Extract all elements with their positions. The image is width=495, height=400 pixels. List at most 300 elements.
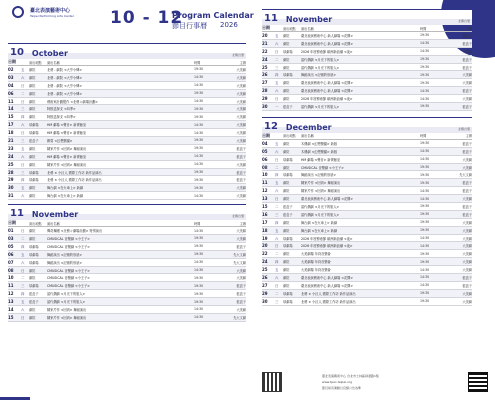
table-row[interactable] bbox=[8, 90, 246, 98]
row-weekday: 五 bbox=[275, 141, 279, 146]
table-row[interactable] bbox=[262, 258, 472, 266]
month-name: December bbox=[285, 122, 332, 132]
row-date: 24 bbox=[262, 56, 268, 62]
table-row[interactable] bbox=[262, 266, 472, 274]
row-time: 19:30 bbox=[194, 291, 204, 296]
row-time: 19:30 bbox=[194, 138, 204, 143]
table-row[interactable] bbox=[262, 32, 472, 40]
row-title: 傳奇舞團 <北藝ㄉ劇場計劃> 特別演出 bbox=[47, 229, 103, 234]
row-venue: 球劇場 bbox=[29, 244, 39, 249]
row-date: 18 bbox=[8, 130, 14, 136]
row-weekday: 六 bbox=[275, 89, 279, 94]
row-host: 藍盒子 bbox=[236, 170, 246, 175]
row-host: 大美劇 bbox=[236, 131, 246, 136]
table-row[interactable] bbox=[8, 227, 246, 235]
row-title: 雜耍 <幻想樂園> bbox=[47, 138, 73, 143]
table-row[interactable] bbox=[8, 259, 246, 267]
row-venue: 劇院 bbox=[29, 154, 36, 159]
month-number: 10 bbox=[10, 47, 24, 58]
month-name: November bbox=[31, 210, 79, 220]
table-row[interactable] bbox=[262, 164, 472, 172]
row-host: 藍盒子 bbox=[236, 154, 246, 159]
row-date: 15 bbox=[262, 203, 268, 209]
row-weekday: 三 bbox=[21, 138, 25, 143]
row-date: 28 bbox=[262, 88, 268, 94]
row-title: 2026 年度藝術節 歐洲新浪潮 <夜> bbox=[301, 97, 353, 102]
row-host: 大美劇 bbox=[236, 99, 246, 104]
row-time: 19:30 bbox=[194, 146, 204, 151]
row-date: 29 bbox=[8, 177, 14, 183]
table-row[interactable] bbox=[8, 169, 246, 177]
row-date: 21 bbox=[262, 40, 268, 46]
row-title: 北藝 × 小巨人 國際工作坊 新作品演出 bbox=[47, 170, 102, 175]
row-title: 大美劇場 年終音樂會 bbox=[301, 252, 331, 257]
row-venue: 球劇場 bbox=[283, 157, 293, 162]
row-time: 19:30 bbox=[194, 177, 204, 182]
row-date: 16 bbox=[262, 211, 268, 217]
row-venue: 劇院 bbox=[283, 252, 290, 257]
table-row[interactable] bbox=[262, 95, 472, 103]
row-title: 當代偶劇 <月光下的旅人> bbox=[47, 292, 86, 297]
table-row[interactable] bbox=[8, 153, 246, 161]
row-weekday: 五 bbox=[21, 300, 25, 305]
row-title: 大美劇場 年終音樂會 bbox=[301, 268, 331, 273]
month-header bbox=[8, 43, 246, 59]
row-title: CMUSICAL 音樂劇 <小王子> bbox=[47, 284, 90, 289]
row-weekday: 三 bbox=[275, 65, 279, 70]
row-title: HM 劇場 <聲音> 新實驗室 bbox=[47, 131, 87, 136]
table-row[interactable] bbox=[8, 243, 246, 251]
row-venue: 藍盒子 bbox=[283, 212, 293, 217]
table-row[interactable] bbox=[8, 74, 246, 82]
row-title: 阿根廷探戈 <四季> bbox=[47, 115, 76, 120]
column-header-host: 主辦 bbox=[465, 26, 472, 31]
table-row[interactable] bbox=[262, 235, 472, 243]
row-date: 19 bbox=[262, 235, 268, 241]
row-date: 05 bbox=[262, 148, 268, 154]
row-weekday: 三 bbox=[21, 107, 25, 112]
row-host: 大美劇 bbox=[236, 307, 246, 312]
row-venue: 藍盒子 bbox=[29, 138, 39, 143]
row-date: 31 bbox=[8, 193, 14, 199]
row-host: 大美劇 bbox=[462, 81, 472, 86]
row-weekday: 六 bbox=[21, 154, 25, 159]
table-row[interactable] bbox=[262, 274, 472, 282]
row-host: 藍盒子 bbox=[236, 284, 246, 289]
row-date: 25 bbox=[262, 64, 268, 70]
row-venue: 劇院 bbox=[29, 83, 36, 88]
org-logo-icon bbox=[12, 6, 24, 18]
row-date: 20 bbox=[262, 32, 268, 38]
row-host: 大美劇 bbox=[236, 162, 246, 167]
row-host: 藍盒子 bbox=[462, 141, 472, 146]
row-title: 藝術家計劃製作 <北藝ㄉ劇場計劃> bbox=[47, 99, 98, 104]
row-weekday: 二 bbox=[275, 165, 279, 170]
row-venue: 劇院 bbox=[283, 268, 290, 273]
row-venue: 藍盒子 bbox=[29, 292, 39, 297]
org-name-en: Taipei Performing Arts Center bbox=[30, 14, 74, 18]
row-time: 19:30 bbox=[194, 275, 204, 280]
row-title: 當代偶劇 <月光下的旅人> bbox=[47, 300, 86, 305]
row-host: 大美劇 bbox=[462, 252, 472, 257]
row-title: 2026 年度藝術節 歐洲新浪潮 <夜> bbox=[301, 49, 353, 54]
row-weekday: 五 bbox=[21, 146, 25, 151]
row-venue: 劇院 bbox=[29, 146, 36, 151]
table-row[interactable] bbox=[8, 66, 246, 74]
table-row[interactable] bbox=[8, 113, 246, 121]
row-date: 23 bbox=[8, 145, 14, 151]
table-row[interactable] bbox=[8, 145, 246, 153]
qr-code-icon[interactable] bbox=[468, 372, 488, 392]
row-time: 14:30 bbox=[194, 83, 204, 88]
row-date: 06 bbox=[8, 251, 14, 257]
table-row[interactable] bbox=[8, 251, 246, 259]
row-date: 26 bbox=[262, 72, 268, 78]
column-header-title: 演出名稱 bbox=[47, 221, 60, 226]
row-time: 19:30 bbox=[420, 299, 430, 304]
row-title: CMUSICAL 音樂劇 <小王子> bbox=[47, 276, 90, 281]
table-row[interactable] bbox=[262, 171, 472, 179]
table-row[interactable] bbox=[262, 48, 472, 56]
row-host: 藍盒子 bbox=[462, 204, 472, 209]
table-row[interactable] bbox=[262, 250, 472, 258]
row-weekday: 六 bbox=[275, 189, 279, 194]
row-venue: 劇院 bbox=[29, 315, 36, 320]
row-host: 大美劇 bbox=[236, 115, 246, 120]
row-venue: 劇院 bbox=[29, 115, 36, 120]
table-row[interactable] bbox=[8, 306, 246, 314]
row-weekday: 三 bbox=[275, 299, 279, 304]
row-date: 12 bbox=[262, 188, 268, 194]
table-row[interactable] bbox=[8, 235, 246, 243]
row-date: 18 bbox=[262, 227, 268, 233]
row-date: 02 bbox=[8, 66, 14, 72]
row-title: 舞台劇 <在火車上> 新劇 bbox=[301, 220, 338, 225]
row-venue: 劇院 bbox=[29, 75, 36, 80]
row-title: 北藝 × 小巨人 國際工作坊 新作品演出 bbox=[301, 299, 356, 304]
row-host: 大美劇 bbox=[236, 229, 246, 234]
row-weekday: 三 bbox=[21, 284, 25, 289]
row-weekday: 三 bbox=[275, 212, 279, 217]
table-row[interactable] bbox=[8, 290, 246, 298]
row-date: 12 bbox=[8, 291, 14, 297]
table-row[interactable] bbox=[8, 274, 246, 282]
row-date: 08 bbox=[8, 267, 14, 273]
row-date: 01 bbox=[8, 228, 14, 234]
table-row[interactable] bbox=[262, 282, 472, 290]
row-host: 藍盒子 bbox=[462, 212, 472, 217]
row-title: 臺北表演藝術中心 新人劇場 <花開> bbox=[301, 33, 353, 38]
row-title: 當代偶劇 <月光下的旅人> bbox=[301, 204, 340, 209]
row-time: 19:30 bbox=[420, 165, 430, 170]
table-row[interactable] bbox=[262, 79, 472, 87]
row-weekday: 五 bbox=[275, 181, 279, 186]
table-row[interactable] bbox=[8, 267, 246, 275]
row-venue: 球劇場 bbox=[283, 236, 293, 241]
row-host: 大美劇 bbox=[462, 49, 472, 54]
row-venue: 劇院 bbox=[283, 181, 290, 186]
row-venue: 球劇場 bbox=[283, 299, 293, 304]
row-time: 14:30 bbox=[420, 188, 430, 193]
row-venue: 劇院 bbox=[29, 194, 36, 199]
row-venue: 球劇場 bbox=[29, 284, 39, 289]
table-row[interactable] bbox=[262, 298, 472, 306]
row-date: 14 bbox=[8, 106, 14, 112]
row-weekday: 日 bbox=[21, 162, 25, 167]
table-row[interactable] bbox=[8, 176, 246, 184]
row-venue: 劇院 bbox=[283, 275, 290, 280]
table-row[interactable] bbox=[8, 298, 246, 306]
row-weekday: 五 bbox=[275, 81, 279, 86]
footer-website[interactable]: www.tpac-taipei.org bbox=[322, 380, 352, 384]
row-time: 19:30 bbox=[194, 283, 204, 288]
column-header-venue: 演出地點 bbox=[283, 134, 296, 139]
row-weekday: 六 bbox=[21, 75, 25, 80]
row-time: 14:30 bbox=[420, 49, 430, 54]
row-venue: 劇院 bbox=[29, 236, 36, 241]
row-date: 11 bbox=[262, 180, 268, 186]
row-title: 臺北表演藝術中心 新人劇場 <花開> bbox=[301, 197, 353, 202]
row-weekday: 日 bbox=[275, 197, 279, 202]
row-weekday: 三 bbox=[21, 170, 25, 175]
table-row[interactable] bbox=[262, 203, 472, 211]
row-weekday: 二 bbox=[21, 276, 25, 281]
row-title: HM 劇場 <聲音> 新實驗室 bbox=[301, 157, 341, 162]
row-weekday: 二 bbox=[275, 252, 279, 257]
row-venue: 劇院 bbox=[283, 189, 290, 194]
table-row[interactable] bbox=[8, 129, 246, 137]
page-title-zh: 節目行事曆 bbox=[172, 22, 207, 30]
row-time: 14:30 bbox=[420, 196, 430, 201]
table-row[interactable] bbox=[262, 179, 472, 187]
table-row[interactable] bbox=[8, 105, 246, 113]
row-title: 大美劇場 年終音樂會 bbox=[301, 260, 331, 265]
column-header-time: 時間 bbox=[194, 60, 201, 65]
column-header-title: 演出名稱 bbox=[47, 60, 60, 65]
row-title: 陳家芹作 <回到> 舞蹈演出 bbox=[47, 315, 87, 320]
row-host: 藍盒子 bbox=[462, 181, 472, 186]
column-header-host: 主辦 bbox=[239, 221, 246, 226]
row-weekday: 日 bbox=[275, 283, 279, 288]
row-weekday: 四 bbox=[21, 115, 25, 120]
row-host: 先大文劇 bbox=[233, 260, 246, 265]
table-row[interactable] bbox=[262, 87, 472, 95]
row-host: 大美劇 bbox=[236, 236, 246, 241]
month-header bbox=[8, 204, 246, 220]
table-row[interactable] bbox=[262, 219, 472, 227]
row-weekday: 五 bbox=[275, 268, 279, 273]
table-row[interactable] bbox=[8, 82, 246, 90]
row-weekday: 一 bbox=[275, 104, 279, 109]
row-time: 19:30 bbox=[194, 114, 204, 119]
row-venue: 藍盒子 bbox=[283, 104, 293, 109]
row-title: 舞蹈演出 <記憶的形狀> bbox=[47, 252, 83, 257]
row-title: 2026 年度藝術節 歐洲新浪潮 <夜> bbox=[301, 236, 353, 241]
row-time: 14:30 bbox=[420, 96, 430, 101]
row-date: 05 bbox=[8, 243, 14, 249]
month-number: 11 bbox=[264, 13, 278, 24]
row-time: 19:30 bbox=[420, 259, 430, 264]
row-time: 19:30 bbox=[420, 180, 430, 185]
row-host: 藍盒子 bbox=[462, 275, 472, 280]
row-weekday: 五 bbox=[21, 252, 25, 257]
table-row[interactable] bbox=[262, 290, 472, 298]
row-date: 15 bbox=[8, 114, 14, 120]
table-row[interactable] bbox=[8, 137, 246, 145]
row-host: 先大文劇 bbox=[233, 315, 246, 320]
table-row[interactable] bbox=[8, 98, 246, 106]
row-time: 14:30 bbox=[420, 236, 430, 241]
row-host: 藍盒子 bbox=[462, 283, 472, 288]
column-headers bbox=[262, 25, 472, 32]
row-host: 大美劇 bbox=[236, 186, 246, 191]
column-header-date: 日期 bbox=[8, 59, 16, 64]
row-title: 當代偶劇 <月光下的旅人> bbox=[301, 65, 340, 70]
column-header-date: 日期 bbox=[262, 132, 270, 138]
row-venue: 劇院 bbox=[283, 197, 290, 202]
row-venue: 劇院 bbox=[283, 97, 290, 102]
row-weekday: 日 bbox=[21, 83, 25, 88]
row-weekday: 六 bbox=[275, 236, 279, 241]
row-time: 19:30 bbox=[420, 104, 430, 109]
row-venue: 劇院 bbox=[29, 99, 36, 104]
row-weekday: 四 bbox=[21, 292, 25, 297]
row-date: 11 bbox=[8, 283, 14, 289]
table-row[interactable] bbox=[262, 140, 472, 148]
qr-code-icon[interactable] bbox=[262, 372, 282, 392]
row-weekday: 四 bbox=[275, 173, 279, 178]
org-name-zh: 臺北表演藝術中心 bbox=[30, 8, 71, 14]
table-row[interactable] bbox=[8, 282, 246, 290]
row-weekday: 二 bbox=[21, 236, 25, 241]
row-title: 臺北表演藝術中心 新人劇場 <花開> bbox=[301, 89, 353, 94]
row-time: 19:30 bbox=[420, 251, 430, 256]
month-number: 12 bbox=[264, 120, 278, 132]
table-row[interactable] bbox=[8, 314, 246, 322]
row-weekday: 六 bbox=[21, 260, 25, 265]
table-row[interactable] bbox=[262, 211, 472, 219]
row-title: 北藝 × 小巨人 國際工作坊 新作品演出 bbox=[301, 291, 356, 296]
section-november-left bbox=[8, 204, 246, 322]
table-row[interactable] bbox=[8, 121, 246, 129]
row-title: 木偶劇 <幻想樂園> 新版 bbox=[301, 149, 338, 154]
row-venue: 劇院 bbox=[283, 260, 290, 265]
row-host: 大美劇 bbox=[462, 228, 472, 233]
row-venue: 劇院 bbox=[29, 229, 36, 234]
row-title: 陳家芹作 <回到> 舞蹈演出 bbox=[47, 307, 87, 312]
row-date: 27 bbox=[262, 282, 268, 288]
column-header-date: 日期 bbox=[8, 220, 16, 226]
row-weekday: 四 bbox=[21, 178, 25, 183]
row-time: 19:30 bbox=[194, 185, 204, 190]
page-year: 2026 bbox=[220, 21, 238, 29]
row-weekday: 日 bbox=[21, 131, 25, 136]
row-weekday: 二 bbox=[275, 204, 279, 209]
table-row[interactable] bbox=[262, 187, 472, 195]
row-weekday: 四 bbox=[275, 73, 279, 78]
row-host: 大美劇 bbox=[236, 194, 246, 199]
row-host: 大美劇 bbox=[236, 91, 246, 96]
row-time: 14:30 bbox=[194, 122, 204, 127]
section-october bbox=[8, 43, 246, 200]
row-venue: 劇院 bbox=[283, 165, 290, 170]
row-weekday: 二 bbox=[21, 91, 25, 96]
row-venue: 劇院 bbox=[29, 307, 36, 312]
row-date: 17 bbox=[8, 122, 14, 128]
table-row[interactable] bbox=[8, 192, 246, 200]
row-venue: 劇院 bbox=[29, 107, 36, 112]
table-row[interactable] bbox=[262, 156, 472, 164]
footer-note: 節目如有異動以官網公告為準 bbox=[322, 386, 362, 390]
column-header-time: 時間 bbox=[194, 221, 201, 226]
table-row[interactable] bbox=[262, 56, 472, 64]
table-row[interactable] bbox=[262, 64, 472, 72]
row-venue: 藍盒子 bbox=[29, 300, 39, 305]
row-host: 藍盒子 bbox=[462, 65, 472, 70]
month-name: November bbox=[285, 15, 333, 24]
row-venue: 球劇場 bbox=[29, 123, 39, 128]
row-title: 陳家芹作 <回到> 舞蹈演出 bbox=[301, 181, 341, 186]
row-time: 19:30 bbox=[420, 57, 430, 62]
table-row[interactable] bbox=[262, 40, 472, 48]
row-venue: 劇院 bbox=[283, 81, 290, 86]
row-host: 大美劇 bbox=[462, 291, 472, 296]
row-venue: 球劇場 bbox=[283, 244, 293, 249]
table-row[interactable] bbox=[262, 103, 472, 111]
month-range: 10 - 12 bbox=[110, 8, 184, 28]
row-date: 06 bbox=[8, 90, 14, 96]
row-title: HM 劇場 <聲音> 新實驗室 bbox=[47, 123, 87, 128]
row-venue: 劇院 bbox=[283, 149, 290, 154]
row-time: 14:30 bbox=[194, 130, 204, 135]
row-host: 大美劇 bbox=[236, 67, 246, 72]
column-header-title: 演出名稱 bbox=[301, 26, 314, 31]
row-weekday: 六 bbox=[275, 275, 279, 280]
row-host: 大美劇 bbox=[462, 244, 472, 249]
row-weekday: 日 bbox=[21, 229, 25, 234]
row-venue: 球劇場 bbox=[29, 260, 39, 265]
row-date: 22 bbox=[262, 48, 268, 54]
row-time: 14:30 bbox=[420, 267, 430, 272]
row-date: 08 bbox=[262, 164, 268, 170]
row-host: 大美劇 bbox=[236, 83, 246, 88]
row-time: 14:30 bbox=[420, 243, 430, 248]
row-weekday: 五 bbox=[275, 33, 279, 38]
row-weekday: 四 bbox=[275, 260, 279, 265]
row-host: 大美劇 bbox=[236, 138, 246, 143]
row-host: 大美劇 bbox=[236, 276, 246, 281]
row-title: 陳家芹作 <回到> 舞蹈演出 bbox=[47, 162, 87, 167]
row-host: 藍盒子 bbox=[462, 149, 472, 154]
row-date: 03 bbox=[8, 235, 14, 241]
row-title: 舞台劇 <在火車上> 新劇 bbox=[47, 194, 84, 199]
table-row[interactable] bbox=[262, 71, 472, 79]
table-row[interactable] bbox=[262, 148, 472, 156]
row-venue: 藍盒子 bbox=[283, 204, 293, 209]
table-row[interactable] bbox=[262, 195, 472, 203]
column-header-time: 時間 bbox=[420, 26, 427, 31]
table-row[interactable] bbox=[262, 242, 472, 250]
month-header bbox=[262, 117, 472, 133]
page-footer bbox=[262, 372, 462, 396]
table-row[interactable] bbox=[262, 227, 472, 235]
row-venue: 球劇場 bbox=[283, 291, 293, 296]
table-row[interactable] bbox=[8, 161, 246, 169]
row-venue: 球劇場 bbox=[283, 173, 293, 178]
row-date: 13 bbox=[8, 299, 14, 305]
table-row[interactable] bbox=[8, 184, 246, 192]
row-host: 大美劇 bbox=[236, 107, 246, 112]
